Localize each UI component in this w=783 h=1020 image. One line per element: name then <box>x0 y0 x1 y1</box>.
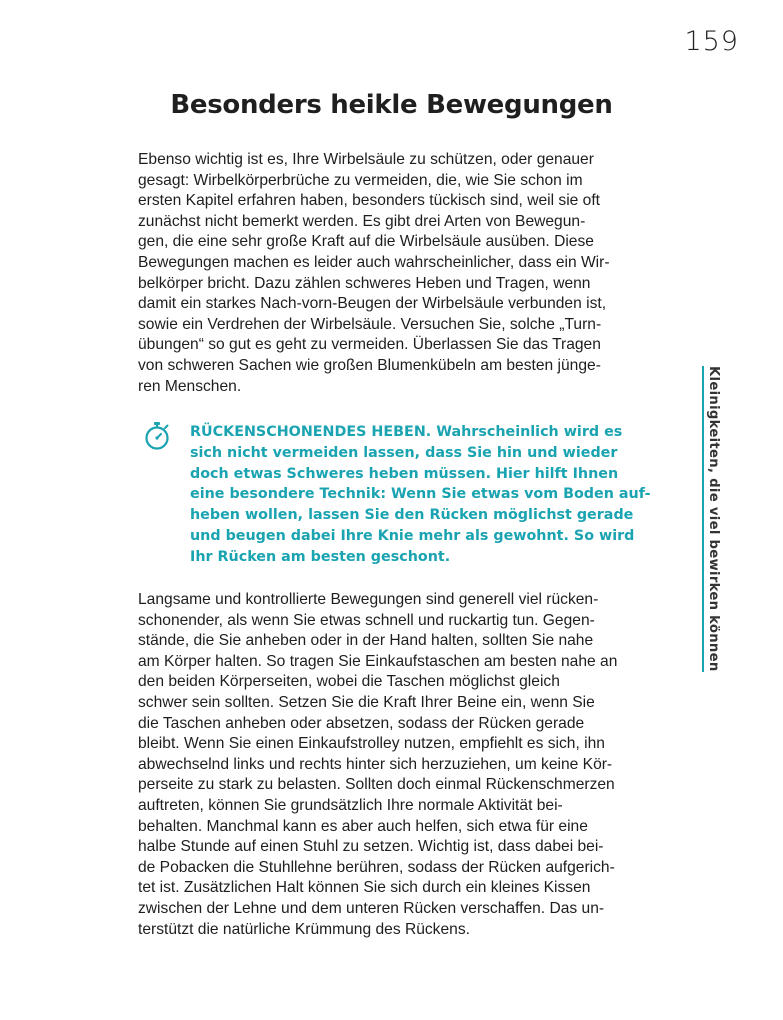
tip-text-line: heben wollen, lassen Sie den Rücken möglichst gerade <box>190 507 634 524</box>
text-line: übungen“ so gut es geht zu vermeiden. Überlassen Sie das Tragen <box>138 336 601 354</box>
text-line: Langsame und kontrollierte Bewegungen sind generell viel rücken- <box>138 591 599 608</box>
text-line: perseite zu stark zu belasten. Sollten doch einmal Rückenschmerzen <box>138 776 615 794</box>
text-line: de Pobacken die Stuhllehne berühren, sodass der Rücken aufgerich- <box>138 858 615 876</box>
text-line: sowie ein Verdrehen der Wirbelsäule. Versuchen Sie, solche „Turn- <box>138 315 602 333</box>
text-line: ersten Kapitel erfahren haben, besonders tückisch sind, weil sie oft <box>138 192 601 210</box>
text-line: schwer sein sollten. Setzen Sie die Kraft Ihrer Beine ein, wenn Sie <box>138 693 595 711</box>
text-line: gesagt: Wirbelkörperbrüche zu vermeiden, die, wie Sie schon im <box>138 171 583 189</box>
tip-box <box>190 422 660 568</box>
section-heading: Besonders heikle Bewegungen <box>170 90 613 120</box>
tip-text-line: eine besondere Technik: Wenn Sie etwas vom Boden auf- <box>190 486 651 503</box>
page-number: 159 <box>684 26 739 57</box>
tip-text-line: und beugen dabei Ihre Knie mehr als gewohnt. So wird <box>190 527 635 544</box>
text-line: stände, die Sie anheben oder in der Hand halten, sollten Sie nahe <box>138 632 594 650</box>
body-paragraph-1 <box>138 150 658 397</box>
text-line: zunächst nicht bemerkt werden. Es gibt drei Arten von Bewegun- <box>138 212 586 230</box>
text-line: den beiden Körperseiten, wobei die Taschen möglichst gleich <box>138 673 560 691</box>
text-line: zwischen der Lehne und dem unteren Rücken verschaffen. Das un- <box>138 899 605 917</box>
text-line: Bewegungen machen es leider auch wahrscheinlicher, dass ein Wir- <box>138 253 610 271</box>
text-line: auftreten, können Sie grundsätzlich Ihre normale Aktivität bei- <box>138 796 563 814</box>
tip-text-line: RÜCKENSCHONENDES HEBEN. Wahrscheinlich wird es <box>190 424 623 440</box>
text-line: schonender, als wenn Sie etwas schnell und ruckartig tun. Gegen- <box>138 611 595 629</box>
text-line: damit ein starkes Nach-vorn-Beugen der Wirbelsäule verbunden ist, <box>138 295 607 313</box>
tip-text-line: Ihr Rücken am besten geschont. <box>190 548 451 565</box>
stopwatch-icon <box>143 421 171 451</box>
text-line: belkörper bricht. Dazu zählen schweres Heben und Tragen, wenn <box>138 274 591 292</box>
text-line: von schweren Sachen wie großen Blumenkübeln am besten jünge- <box>138 356 601 374</box>
text-line: halbe Stunde auf einen Stuhl zu setzen. Wichtig ist, dass dabei bei- <box>138 838 604 856</box>
text-line: ren Menschen. <box>138 377 242 395</box>
chapter-side-label: Kleinigkeiten, die viel bewirken können <box>702 366 721 672</box>
text-line: die Taschen anheben oder absetzen, sodass der Rücken gerade <box>138 714 585 732</box>
text-line: abwechselnd links und rechts hinter sich herzuziehen, um keine Kör- <box>138 755 613 773</box>
tip-text-line: sich nicht vermeiden lassen, dass Sie hin und wieder <box>190 444 618 461</box>
text-line: Ebenso wichtig ist es, Ihre Wirbelsäule zu schützen, oder genauer <box>138 151 594 168</box>
tip-text-line: doch etwas Schweres heben müssen. Hier hilft Ihnen <box>190 465 619 482</box>
text-line: tet ist. Zusätzlichen Halt können Sie sich durch ein kleines Kissen <box>138 879 591 897</box>
text-line: am Körper halten. So tragen Sie Einkaufstaschen am besten nahe an <box>138 652 618 670</box>
body-paragraph-2 <box>138 590 658 940</box>
text-line: gen, die eine sehr große Kraft auf die Wirbelsäule ausüben. Diese <box>138 233 594 251</box>
text-line: terstützt die natürliche Krümmung des Rückens. <box>138 920 470 938</box>
text-line: behalten. Manchmal kann es aber auch helfen, sich etwa für eine <box>138 817 588 835</box>
text-line: bleibt. Wenn Sie einen Einkaufstrolley nutzen, empfiehlt es sich, ihn <box>138 735 605 753</box>
